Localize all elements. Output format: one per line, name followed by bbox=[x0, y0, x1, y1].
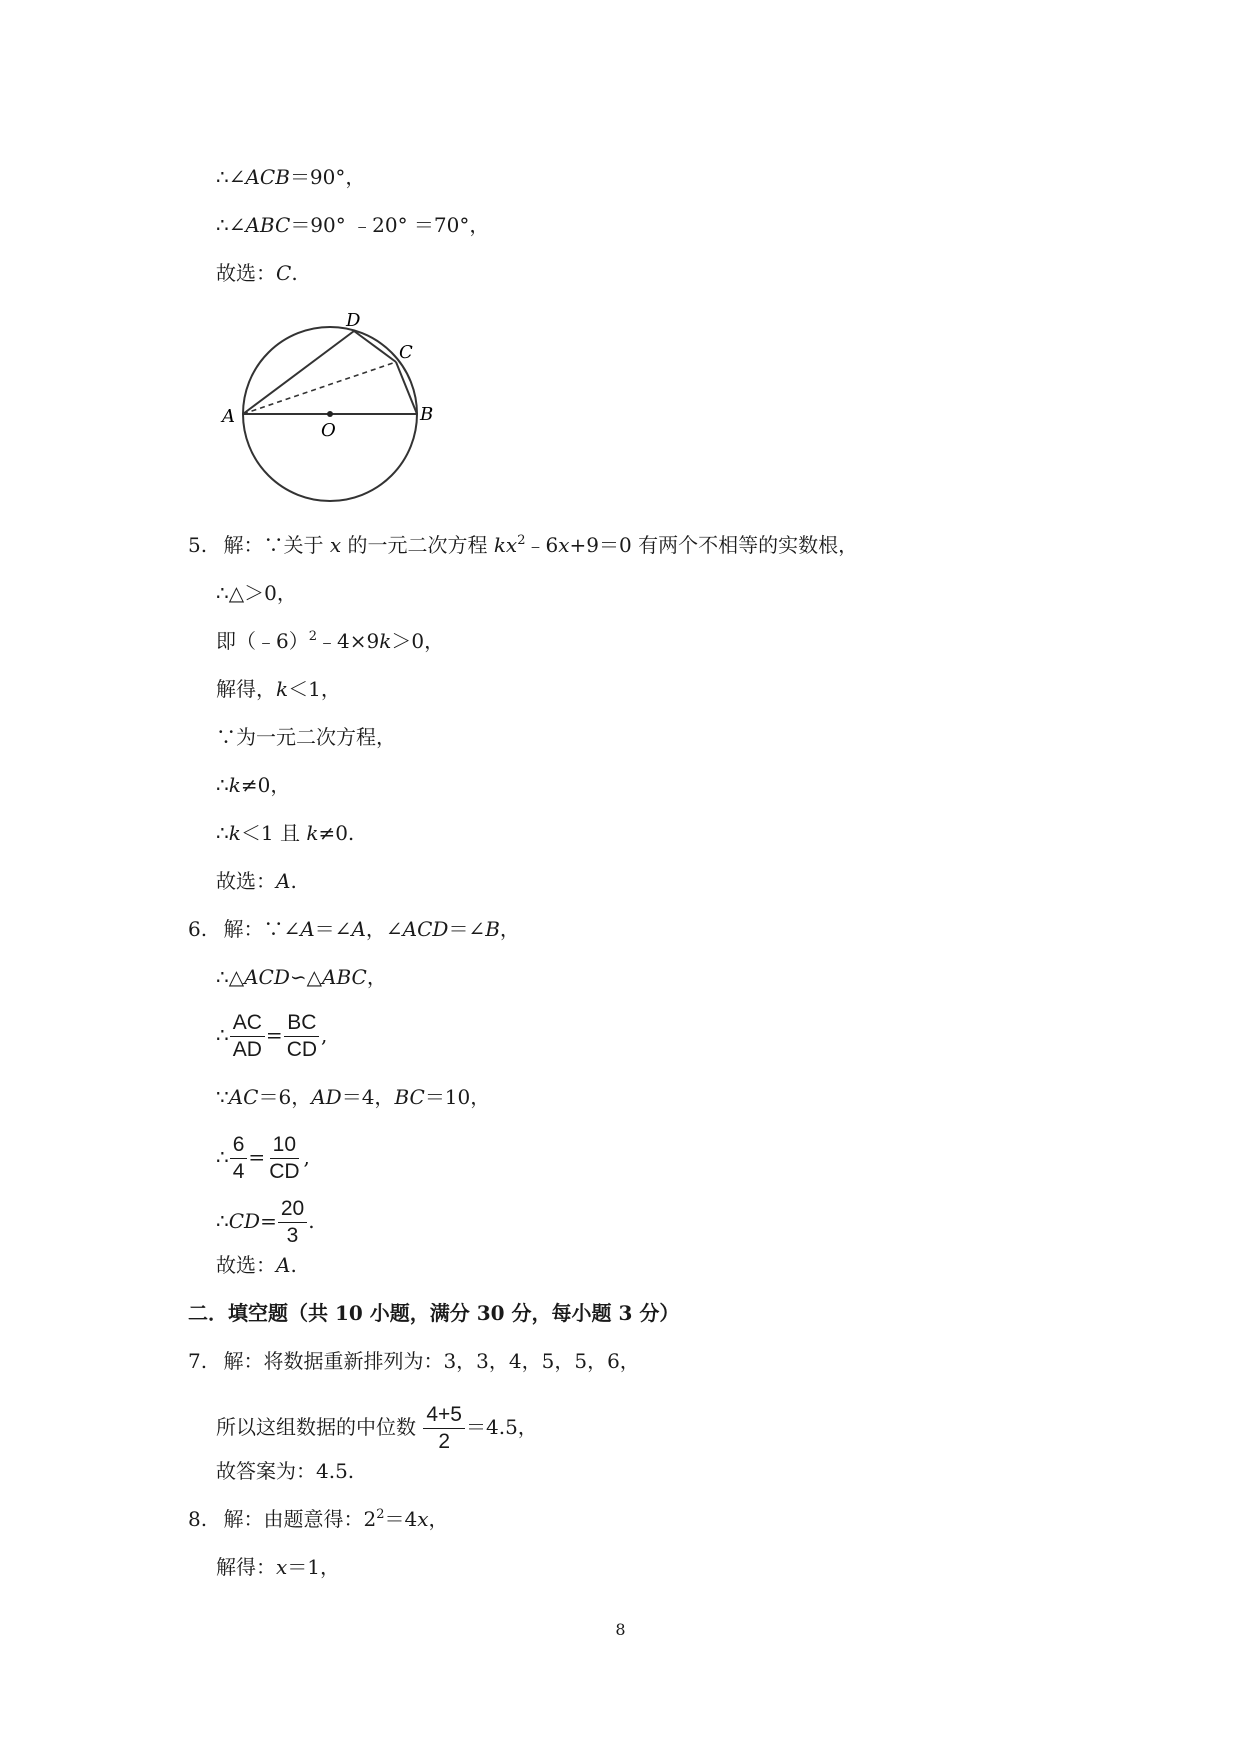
equation-line bbox=[216, 1012, 327, 1061]
solution-line bbox=[216, 772, 290, 798]
math-var: B bbox=[485, 917, 500, 941]
center-point bbox=[327, 411, 333, 417]
equation-line bbox=[216, 1198, 315, 1247]
numerator: BC bbox=[284, 1012, 319, 1037]
text: ∴△ bbox=[216, 965, 245, 989]
question-5-line bbox=[188, 532, 858, 558]
label-c: C bbox=[399, 342, 413, 363]
label-a: A bbox=[222, 406, 235, 427]
solution-line bbox=[216, 1554, 340, 1580]
text: . bbox=[291, 261, 298, 285]
question-7-line bbox=[188, 1348, 640, 1374]
denominator: 4 bbox=[232, 1160, 245, 1183]
math-var: kx bbox=[493, 533, 518, 557]
text: ＝∠ bbox=[314, 917, 352, 941]
equals-sign: = bbox=[265, 1023, 283, 1047]
denominator: 3 bbox=[286, 1224, 299, 1247]
text: ＜1 且 bbox=[240, 821, 307, 845]
text: 解：∵关于 bbox=[223, 533, 330, 557]
math-var: AC bbox=[228, 1085, 259, 1109]
text: ＝10， bbox=[424, 1085, 491, 1109]
solution-line: ∴△＞0， bbox=[216, 581, 297, 605]
text: , bbox=[321, 1023, 328, 1047]
math-var: AD bbox=[311, 1085, 342, 1109]
math-var: ABC bbox=[245, 213, 291, 237]
solution-line bbox=[216, 164, 365, 190]
text: 的一元二次方程 bbox=[341, 533, 494, 557]
text: ＜1， bbox=[288, 677, 341, 701]
answer-choice: A bbox=[276, 1253, 291, 1277]
text: . bbox=[308, 1209, 315, 1233]
question-6-line bbox=[188, 916, 520, 942]
exponent: 2 bbox=[517, 533, 526, 548]
text: ， bbox=[428, 1507, 449, 1531]
label-o: O bbox=[321, 420, 336, 441]
text: ∴ bbox=[216, 1145, 229, 1169]
fraction bbox=[284, 1012, 320, 1061]
fraction bbox=[230, 1134, 248, 1183]
numerator: 6 bbox=[230, 1134, 248, 1159]
text: ∽△ bbox=[289, 965, 323, 989]
section-heading: 二．填空题（共 10 小题，满分 30 分，每小题 3 分） bbox=[188, 1301, 680, 1325]
text: ∵ bbox=[216, 1085, 229, 1109]
text: ，∠ bbox=[365, 917, 403, 941]
math-var: x bbox=[329, 533, 342, 557]
text: 故选： bbox=[216, 261, 276, 285]
answer-line bbox=[216, 1252, 297, 1278]
text: ＞0， bbox=[391, 629, 445, 653]
numerator: 10 bbox=[270, 1134, 299, 1159]
denominator: AD bbox=[232, 1038, 262, 1061]
text: ＝4， bbox=[341, 1085, 395, 1109]
math-var: k bbox=[228, 821, 241, 845]
solution-line bbox=[216, 1084, 490, 1110]
exponent: 2 bbox=[308, 629, 318, 644]
math-var: ACD bbox=[244, 965, 290, 989]
text: ∴ bbox=[216, 1023, 229, 1047]
text: ≠0. bbox=[318, 821, 355, 845]
math-var: k bbox=[379, 629, 392, 653]
solution-line bbox=[216, 964, 387, 990]
text: 所以这组数据的中位数 bbox=[216, 1415, 423, 1439]
segment-dc bbox=[354, 331, 396, 362]
text: . bbox=[290, 1253, 297, 1277]
denominator: CD bbox=[286, 1038, 318, 1061]
text: 解得： bbox=[216, 1555, 276, 1579]
math-var: x bbox=[417, 1507, 429, 1531]
math-var: x bbox=[276, 1555, 288, 1579]
math-var: ABC bbox=[322, 965, 367, 989]
answer-choice: A bbox=[276, 869, 291, 893]
solution-line bbox=[216, 820, 354, 846]
solution-line bbox=[216, 676, 341, 702]
math-var: k bbox=[306, 821, 319, 845]
numerator: 4+5 bbox=[423, 1404, 465, 1429]
text: ≠0， bbox=[240, 773, 291, 797]
math-var: A bbox=[351, 917, 366, 941]
math-var: ACD bbox=[402, 917, 449, 941]
page-number: 8 bbox=[615, 1620, 626, 1639]
equals-sign: = bbox=[248, 1145, 266, 1169]
text: ∴ bbox=[216, 821, 229, 845]
text: ， bbox=[499, 917, 520, 941]
text: ﹣4×9 bbox=[317, 629, 380, 653]
math-var: k bbox=[276, 677, 289, 701]
question-8-line bbox=[188, 1506, 448, 1532]
text: ∴ bbox=[216, 773, 229, 797]
text: ＝4.5， bbox=[465, 1415, 538, 1439]
segment-ad bbox=[243, 331, 354, 414]
text: ＝6， bbox=[258, 1085, 312, 1109]
text: 解：将数据重新排列为：3，3，4，5，5，6， bbox=[223, 1349, 640, 1373]
math-var: CD bbox=[228, 1209, 261, 1233]
text: , bbox=[303, 1145, 310, 1169]
question-number: 5. bbox=[188, 533, 208, 557]
text: ， bbox=[366, 965, 387, 989]
text: ∴ bbox=[216, 1209, 229, 1233]
denominator: CD bbox=[269, 1160, 300, 1183]
text: ＝90° ﹣20° ＝70°， bbox=[290, 213, 490, 237]
text: ∴∠ bbox=[216, 165, 246, 189]
equation-line bbox=[216, 1134, 310, 1183]
equals-sign: = bbox=[260, 1209, 277, 1233]
segment-ac-dashed bbox=[243, 362, 396, 414]
answer-line bbox=[216, 260, 298, 286]
text: 解：∵∠ bbox=[223, 917, 301, 941]
numerator: AC bbox=[230, 1012, 265, 1037]
text: 故选： bbox=[216, 869, 276, 893]
math-var: x bbox=[558, 533, 570, 557]
question-number: 8. bbox=[188, 1507, 208, 1531]
text: 即（﹣6） bbox=[216, 629, 309, 653]
circle-diagram bbox=[216, 310, 442, 510]
text: . bbox=[290, 869, 297, 893]
solution-line: ∵为一元二次方程， bbox=[216, 725, 396, 749]
solution-line bbox=[216, 628, 444, 654]
numerator: 20 bbox=[278, 1198, 307, 1223]
text: ﹣6 bbox=[525, 533, 559, 557]
fraction bbox=[423, 1404, 465, 1453]
equation-line bbox=[216, 1404, 538, 1453]
question-number: 7. bbox=[188, 1349, 208, 1373]
math-var: BC bbox=[394, 1085, 425, 1109]
text: 解得， bbox=[216, 677, 276, 701]
question-number: 6. bbox=[188, 917, 208, 941]
exponent: 2 bbox=[376, 1507, 385, 1522]
math-var: k bbox=[228, 773, 241, 797]
text: ∴∠ bbox=[216, 213, 246, 237]
solution-line bbox=[216, 212, 489, 238]
math-var: A bbox=[300, 917, 315, 941]
label-b: B bbox=[420, 404, 434, 425]
answer-line bbox=[216, 868, 297, 894]
label-d: D bbox=[346, 310, 361, 331]
text: ＝4 bbox=[384, 1507, 418, 1531]
text: 解：由题意得：2 bbox=[223, 1507, 377, 1531]
answer-line: 故答案为：4.5. bbox=[216, 1459, 355, 1483]
text: ＝∠ bbox=[448, 917, 486, 941]
fraction bbox=[278, 1198, 307, 1247]
answer-choice: C bbox=[276, 261, 292, 285]
text: ＝1， bbox=[287, 1555, 341, 1579]
denominator: 2 bbox=[438, 1430, 451, 1453]
text: +9＝0 有两个不相等的实数根， bbox=[569, 533, 859, 557]
text: ＝90°， bbox=[289, 165, 366, 189]
fraction bbox=[230, 1012, 265, 1061]
text: 故选： bbox=[216, 1253, 276, 1277]
math-var: ACB bbox=[245, 165, 290, 189]
fraction bbox=[266, 1134, 302, 1183]
